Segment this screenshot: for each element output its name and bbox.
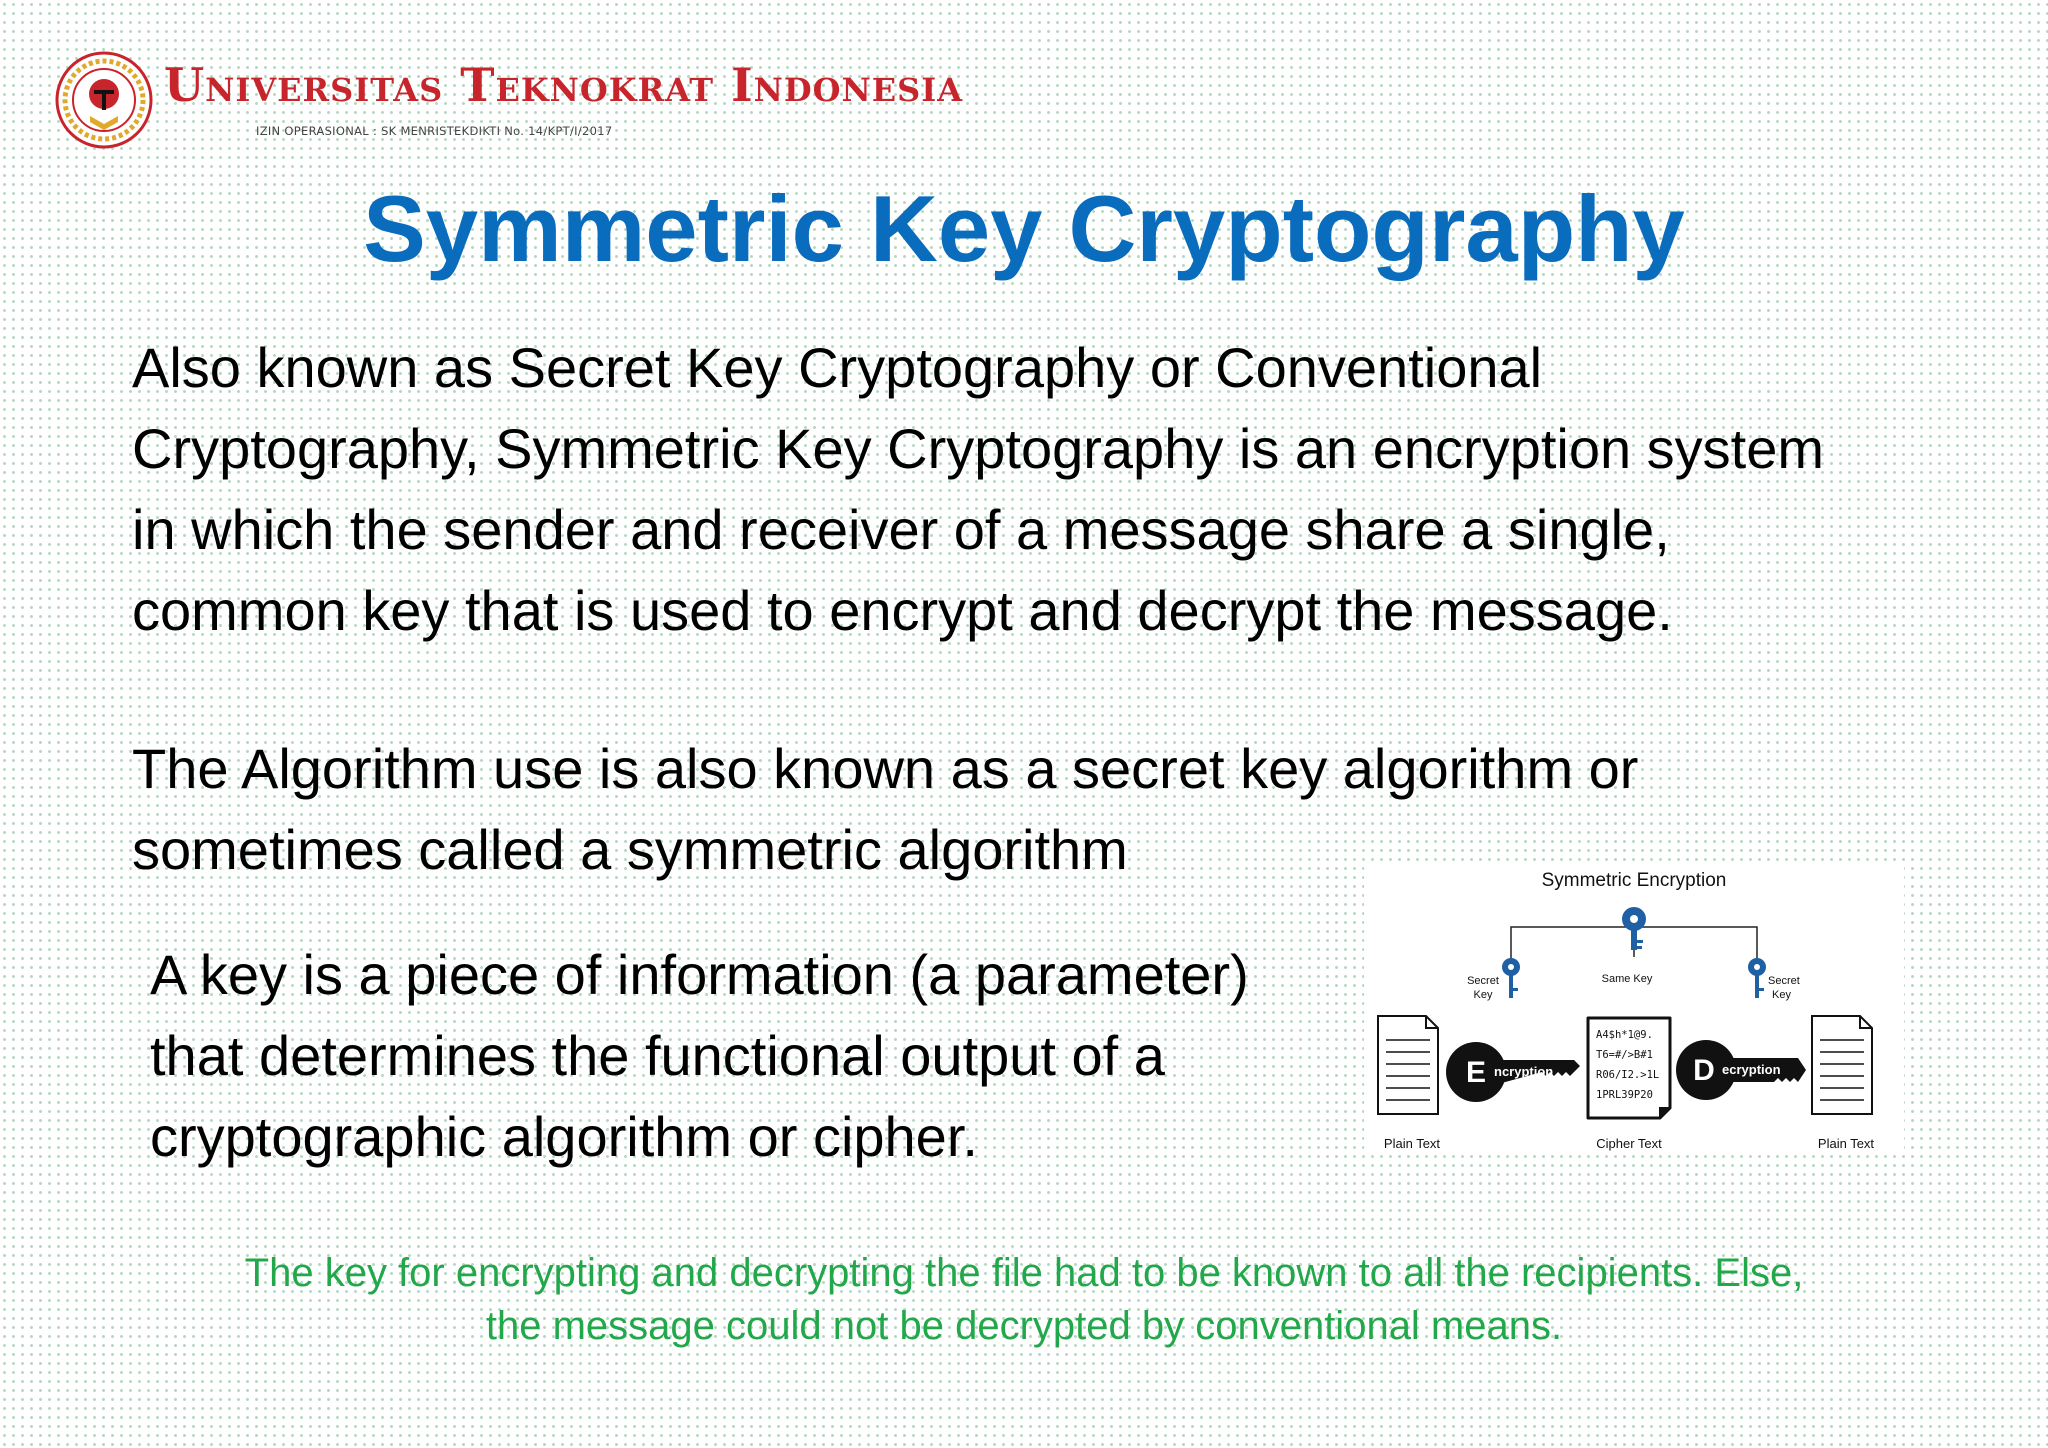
secret-key-right-label: Key [1772, 989, 1791, 1001]
definition-line: Cryptography, Symmetric Key Cryptography is an encryption system [132, 417, 1825, 480]
key-definition-paragraph [150, 934, 1350, 1177]
symmetric-encryption-diagram [1364, 862, 1904, 1154]
encryption-key-icon [1446, 1042, 1580, 1102]
cipher-line: T6=#/>B#1 [1596, 1049, 1653, 1061]
cipher-line: A4$h*1@9. [1596, 1029, 1653, 1041]
secret-key-left-label: Secret [1467, 975, 1499, 987]
definition-line: Also known as Secret Key Cryptography or Conventional [132, 336, 1543, 399]
plain-text-document-icon [1378, 1016, 1438, 1114]
key-definition-line: that determines the functional output of a [150, 1024, 1165, 1087]
same-key-label: Same Key [1601, 973, 1653, 985]
algorithm-line: sometimes called a symmetric algorithm [132, 818, 1128, 881]
secret-key-right-label: Secret [1768, 975, 1800, 987]
key-definition-line: cryptographic algorithm or cipher. [150, 1105, 978, 1168]
decryption-initial: D [1693, 1054, 1715, 1087]
secret-key-left-icon [1502, 958, 1520, 998]
university-emblem-icon [54, 50, 154, 150]
definition-paragraph [132, 327, 1992, 651]
university-logo [54, 50, 964, 150]
slide-title: Symmetric Key Cryptography [363, 176, 1685, 281]
cipher-line: 1PRL39P20 [1596, 1089, 1653, 1101]
encryption-label: ncryption [1494, 1064, 1554, 1079]
cipher-text-label: Cipher Text [1596, 1136, 1662, 1151]
definition-line: common key that is used to encrypt and decrypt the message. [132, 579, 1673, 642]
university-license: IZIN OPERASIONAL : SK MENRISTEKDIKTI No. 14/KPT/I/2017 [256, 124, 613, 138]
plain-text-right-label: Plain Text [1817, 1136, 1875, 1151]
plain-text-left-label: Plain Text [1383, 1136, 1441, 1151]
algorithm-line: The Algorithm use is also known as a secret key algorithm or [132, 737, 1639, 800]
same-key-icon [1622, 907, 1646, 950]
encryption-initial: E [1465, 1056, 1487, 1089]
secret-key-right-icon [1748, 958, 1766, 998]
university-name: Universitas Teknokrat Indonesia [164, 58, 964, 112]
note-line: the message could not be decrypted by conventional means. [485, 1304, 1563, 1348]
secret-key-left-label: Key [1473, 989, 1493, 1001]
decryption-key-icon [1676, 1040, 1806, 1100]
note-line: The key for encrypting and decrypting the file had to be known to all the recipients. Else, [244, 1251, 1804, 1295]
key-definition-line: A key is a piece of information (a parameter) [150, 943, 1249, 1006]
cipher-line: R06/I2.>1L [1596, 1069, 1660, 1081]
note-text [0, 1247, 2048, 1353]
decryption-label: ecryption [1722, 1062, 1781, 1077]
definition-line: in which the sender and receiver of a message share a single, [132, 498, 1670, 561]
cipher-text-document-icon [1588, 1018, 1670, 1118]
plain-text-document-icon [1812, 1016, 1872, 1114]
diagram-title: Symmetric Encryption [1541, 870, 1727, 891]
